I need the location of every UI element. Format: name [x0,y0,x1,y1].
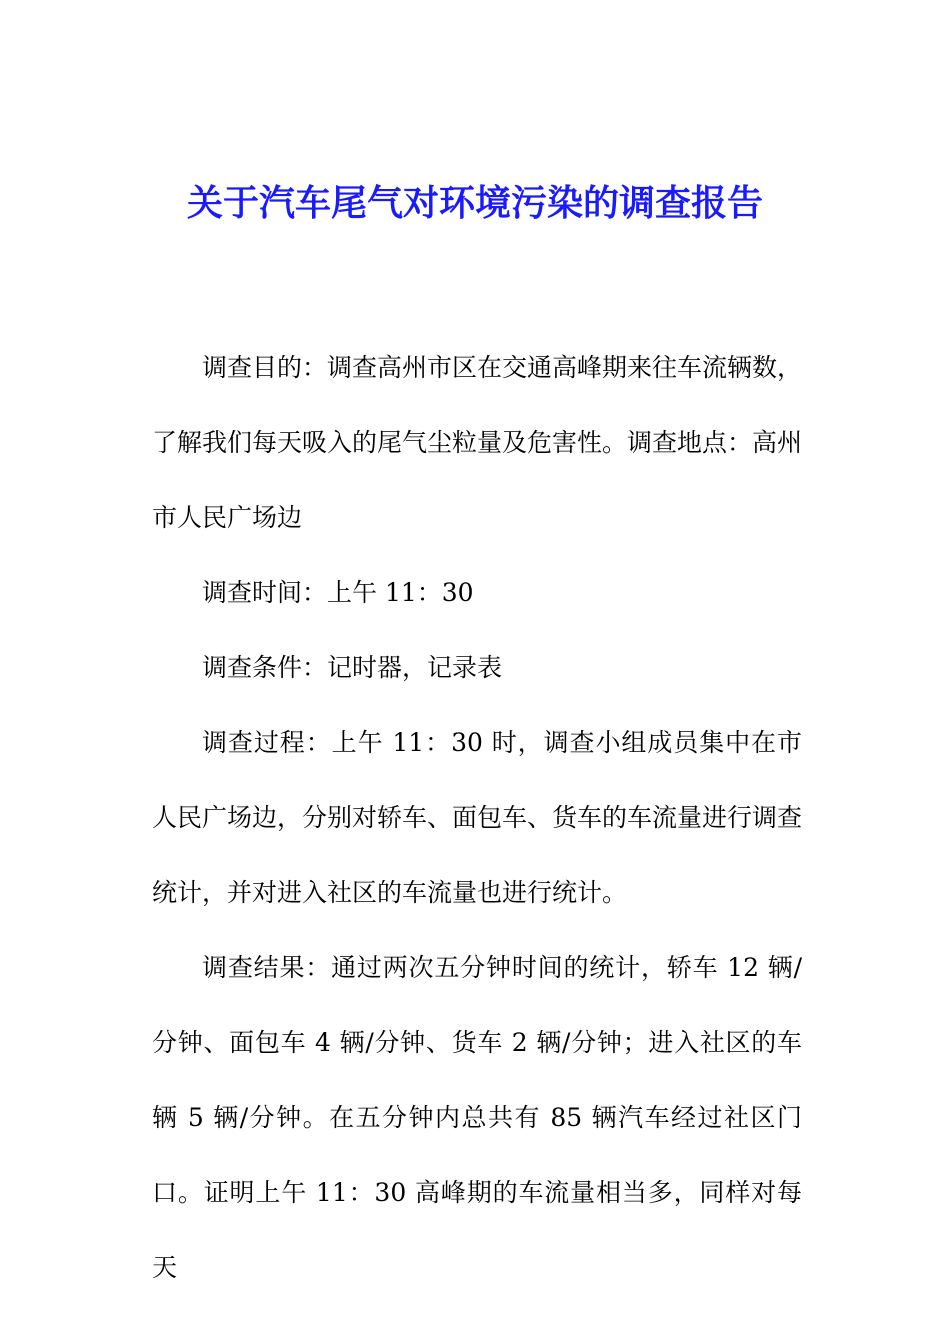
paragraph-results: 调查结果：通过两次五分钟时间的统计，轿车 12 辆/分钟、面包车 4 辆/分钟、货车 2 辆/分钟；进入社区的车辆 5 辆/分钟。在五分钟内总共有 85 辆汽车经过社区门口。证明上午 11：30 高峰期的车流量相当多，同样对每天 [152,953,802,1282]
paragraph-purpose-location: 调查目的：调查高州市区在交通高峰期来往车流辆数，了解我们每天吸入的尾气尘粒量及危害性。调查地点：高州市人民广场边 [152,353,803,532]
paragraph-time: 调查时间：上午 11：30 [202,578,474,607]
paragraph-conditions: 调查条件：记时器，记录表 [202,653,503,682]
paragraph-process: 调查过程：上午 11：30 时，调查小组成员集中在市人民广场边，分别对轿车、面包车、货车的车流量进行调查统计，并对进入社区的车流量也进行统计。 [152,728,803,907]
report-body [152,330,802,1305]
report-title: 关于汽车尾气对环境污染的调查报告 [186,183,763,224]
